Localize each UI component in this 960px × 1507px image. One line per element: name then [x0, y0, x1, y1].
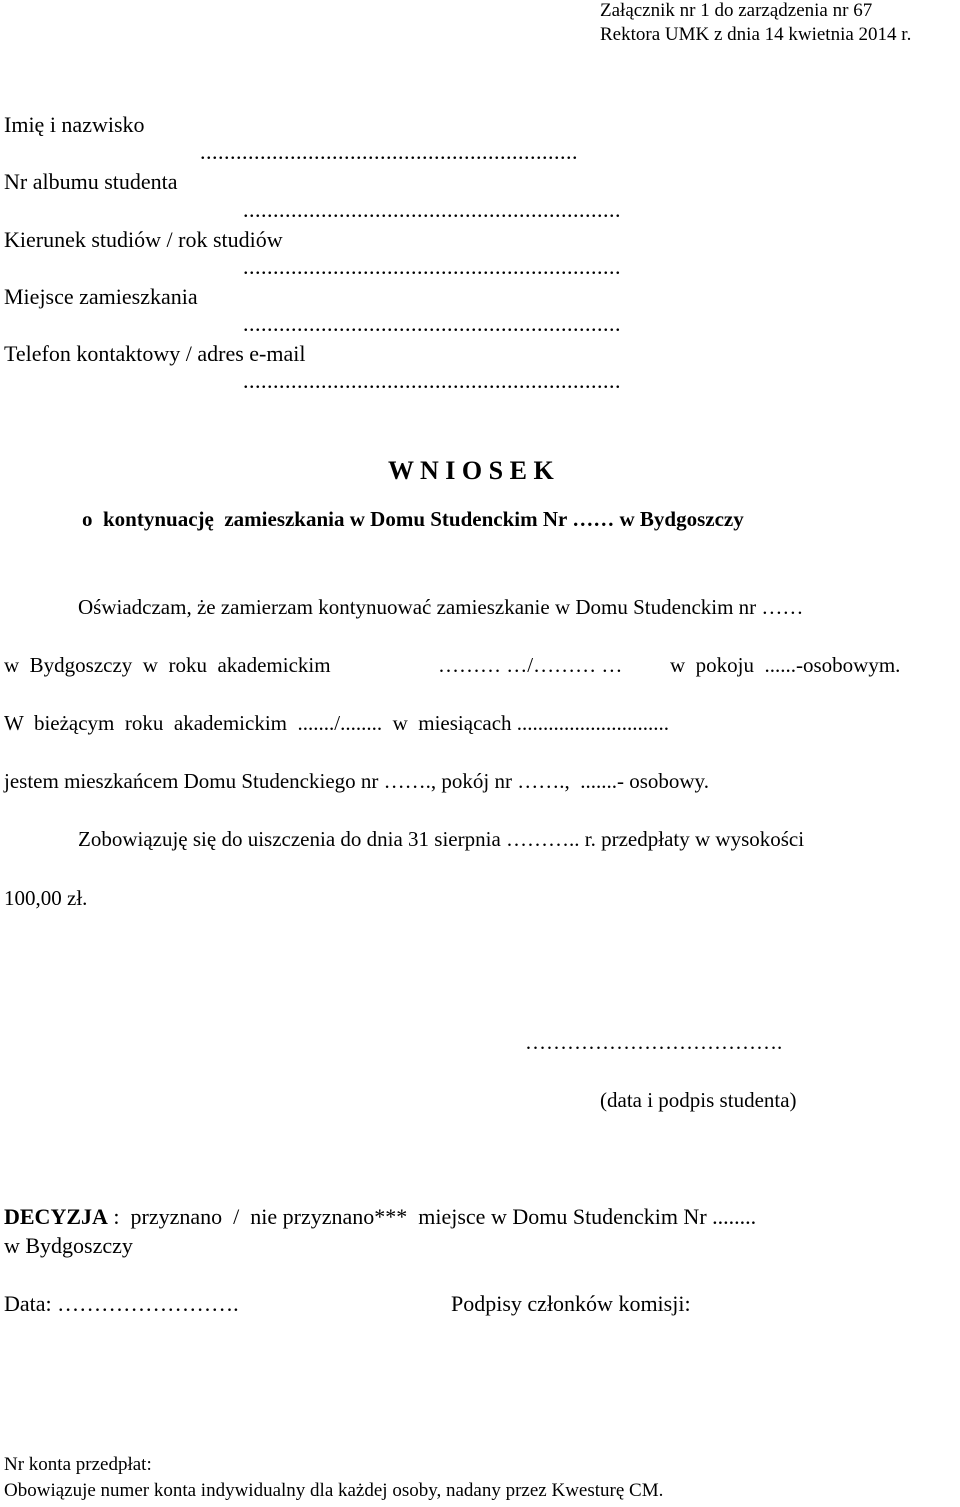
field-label-study: Kierunek studiów / rok studiów [4, 227, 283, 252]
field-dots-album[interactable]: ............................................................... [243, 197, 621, 222]
committee-signatures-label: Podpisy członków komisji: [451, 1291, 691, 1316]
application-subtitle: o kontynuację zamieszkania w Domu Studenckim Nr …… w Bydgoszczy [82, 507, 744, 531]
field-dots-residence[interactable]: ............................................................... [243, 311, 621, 336]
decision-city: w Bydgoszczy [4, 1233, 133, 1258]
decision-label: DECYZJA [4, 1204, 108, 1229]
field-label-contact: Telefon kontaktowy / adres e-mail [4, 341, 306, 366]
account-label: Nr konta przedpłat: [4, 1454, 152, 1475]
decision-text: : przyznano / nie przyznano*** miejsce w Domu Studenckim Nr ........ [107, 1204, 757, 1229]
statement-line-2b: ……… …/……… … [438, 653, 623, 677]
statement-line-3: W bieżącym roku akademickim ......./........ w miesiącach ............................. [4, 711, 670, 735]
field-label-residence: Miejsce zamieszkania [4, 284, 198, 309]
decision-line [4, 1204, 756, 1229]
statement-line-2c: w pokoju ......-osobowym. [670, 653, 901, 677]
statement-line-2a: w Bydgoszczy w roku akademickim [4, 653, 331, 677]
field-dots-contact[interactable]: ............................................................... [243, 368, 621, 393]
decision-date[interactable]: Data: ……………………. [4, 1291, 239, 1316]
field-dots-name[interactable]: ............................................................... [200, 139, 578, 164]
statement-line-1: Oświadczam, że zamierzam kontynuować zamieszkanie w Domu Studenckim nr …… [78, 595, 804, 619]
student-signature-caption: (data i podpis studenta) [600, 1088, 797, 1112]
annex-header-line1: Załącznik nr 1 do zarządzenia nr 67 [600, 0, 873, 21]
field-dots-study[interactable]: ............................................................... [243, 254, 621, 279]
application-title: W N I O S E K [388, 456, 554, 485]
statement-line-4: jestem mieszkańcem Domu Studenckiego nr ……., pokój nr ……., .......- osobowy. [4, 769, 709, 793]
field-label-name: Imię i nazwisko [4, 112, 145, 137]
student-signature-dots[interactable]: ………………………………. [525, 1030, 783, 1054]
field-label-album: Nr albumu studenta [4, 169, 178, 194]
account-note: Obowiązuje numer konta indywidualny dla każdej osoby, nadany przez Kwesturę CM. [4, 1480, 664, 1501]
statement-line-5: Zobowiązuję się do uiszczenia do dnia 31 sierpnia ……….. r. przedpłaty w wysokości [78, 827, 805, 851]
statement-line-6: 100,00 zł. [4, 886, 88, 910]
annex-header-line2: Rektora UMK z dnia 14 kwietnia 2014 r. [600, 24, 912, 45]
